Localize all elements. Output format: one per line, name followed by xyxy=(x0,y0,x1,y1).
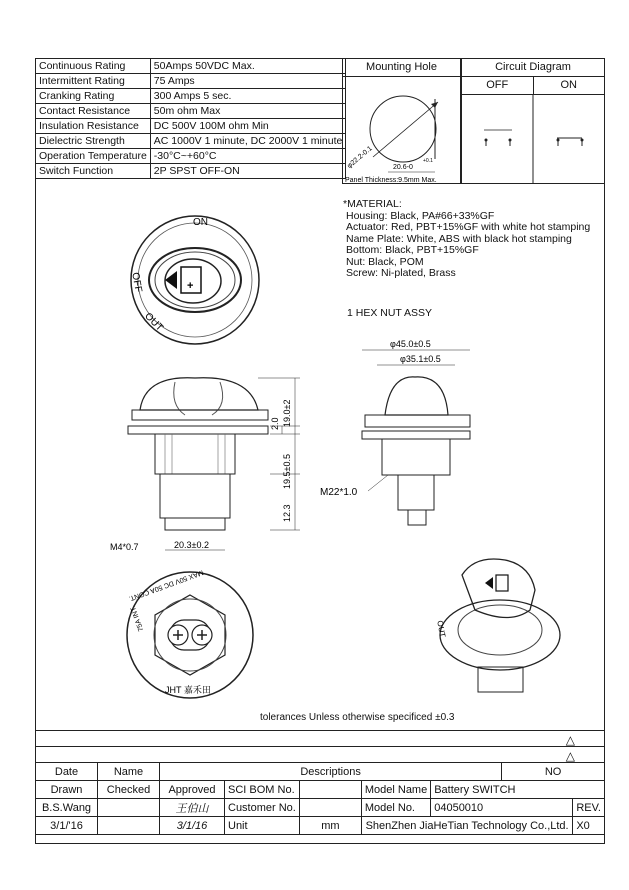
tb-approved: Approved xyxy=(160,781,225,799)
circuit-on-label: ON xyxy=(560,79,577,91)
hole-diameter: φ22.2-0.1 xyxy=(346,145,374,170)
top-view-out-label: OUT xyxy=(142,310,165,334)
top-view-off-label: OFF xyxy=(129,271,144,294)
circuit-title: Circuit Diagram xyxy=(462,59,604,77)
bottom-view-drawing xyxy=(120,565,260,710)
top-view-drawing xyxy=(115,205,275,350)
spec-row xyxy=(36,74,346,89)
dim-d45: φ45.0±0.5 xyxy=(390,339,431,349)
side-view-left xyxy=(110,370,315,560)
spec-row xyxy=(36,149,346,164)
mounting-hole-box xyxy=(342,58,461,184)
spec-label: Continuous Rating xyxy=(36,59,151,74)
material-notes xyxy=(343,199,590,280)
top-view-on-label: ON xyxy=(193,217,208,228)
revision-lines: △ △ xyxy=(35,730,605,763)
material-line: Actuator: Red, PBT+15%GF with white hot stamping xyxy=(346,221,591,233)
circuit-off-label: OFF xyxy=(462,77,534,94)
svg-text:+: + xyxy=(187,280,194,292)
tb-drawn: Drawn xyxy=(36,781,98,799)
tb-rev: REV. xyxy=(573,799,605,817)
spec-value: DC 500V 100M ohm Min xyxy=(150,119,346,134)
tb-model-no: 04050010 xyxy=(431,799,573,817)
dim-w20: 20.3±0.2 xyxy=(174,540,209,550)
bottom-text-1: MAX 50V DC 50A CONT. xyxy=(127,568,205,602)
hole-flat: 20.6-0 xyxy=(393,164,413,171)
spec-table xyxy=(35,58,346,179)
mounting-hole-title: Mounting Hole xyxy=(343,59,460,77)
spec-label: Operation Temperature xyxy=(36,149,151,164)
spec-value: 2P SPST OFF-ON xyxy=(150,164,346,179)
spec-value: AC 1000V 1 minute, DC 2000V 1 minute xyxy=(150,134,346,149)
spec-label: Cranking Rating xyxy=(36,89,151,104)
dim-h2: 2.0 xyxy=(270,417,280,430)
spec-row xyxy=(36,134,346,149)
spec-label: Dielectric Strength xyxy=(36,134,151,149)
tb-no-header: NO xyxy=(502,763,605,781)
spec-value: -30°C~+60°C xyxy=(150,149,346,164)
dim-h19: 19.0±2 xyxy=(282,399,292,427)
spec-value: 50m ohm Max xyxy=(150,104,346,119)
dim-h12: 12.3 xyxy=(282,504,292,522)
spec-row xyxy=(36,119,346,134)
dim-d35: φ35.1±0.5 xyxy=(400,354,441,364)
signature: 王伯山 xyxy=(160,799,225,817)
tb-model-name-label: Model Name xyxy=(361,781,430,799)
tb-mm: mm xyxy=(299,817,361,835)
spec-label: Contact Resistance xyxy=(36,104,151,119)
tb-sign-date: 3/1/16 xyxy=(160,817,225,835)
spec-row xyxy=(36,164,346,179)
spec-row xyxy=(36,104,346,119)
tb-model-name: Battery SWITCH xyxy=(431,781,605,799)
spec-label: Switch Function xyxy=(36,164,151,179)
tb-customer-no: Customer No. xyxy=(225,799,300,817)
dim-m4: M4*0.7 xyxy=(110,542,139,552)
mounting-hole-drawing xyxy=(343,77,460,184)
perspective-view xyxy=(430,555,590,700)
tb-date-value: 3/1/'16 xyxy=(36,817,98,835)
spec-label: Insulation Resistance xyxy=(36,119,151,134)
circuit-diagram-box xyxy=(461,58,605,184)
panel-thickness: Panel Thickness:9.5mm Max. xyxy=(345,177,437,184)
bottom-text-2: 75A INT. xyxy=(129,604,146,633)
spec-label: Intermittent Rating xyxy=(36,74,151,89)
tb-date-header: Date xyxy=(36,763,98,781)
material-line: Screw: Ni-plated, Brass xyxy=(346,267,456,279)
dim-m22: M22*1.0 xyxy=(320,487,358,498)
tb-name-header: Name xyxy=(98,763,160,781)
spec-row xyxy=(36,89,346,104)
tb-sci-bom: SCI BOM No. xyxy=(225,781,300,799)
spec-value: 75 Amps xyxy=(150,74,346,89)
tb-model-no-label: Model No. xyxy=(361,799,430,817)
material-heading: *MATERIAL: xyxy=(343,198,402,210)
tb-x0: X0 xyxy=(573,817,605,835)
spec-value: 300 Amps 5 sec. xyxy=(150,89,346,104)
brand-mark: JHT 嘉禾田 xyxy=(165,685,211,695)
tb-descriptions-header: Descriptions xyxy=(160,763,502,781)
circuit-symbols xyxy=(462,94,604,184)
tb-drawer: B.S.Wang xyxy=(36,799,98,817)
svg-text:OUT: OUT xyxy=(435,619,448,639)
material-line: Housing: Black, PA#66+33%GF xyxy=(346,209,495,222)
hex-nut-note: 1 HEX NUT ASSY xyxy=(347,307,433,319)
spec-row xyxy=(36,59,346,74)
tb-unit: Unit xyxy=(225,817,300,835)
side-view-right xyxy=(320,335,500,530)
material-line: Name Plate: White, ABS with black hot stamping xyxy=(346,232,572,245)
tolerance-note: tolerances Unless otherwise specificed ±0.3 xyxy=(260,712,455,723)
tb-company: ShenZhen JiaHeTian Technology Co.,Ltd. xyxy=(361,817,572,835)
spec-value: 50Amps 50VDC Max. xyxy=(150,59,346,74)
material-line: Bottom: Black, PBT+15%GF xyxy=(346,244,479,256)
hole-flat-tol: +0.1 xyxy=(423,158,433,164)
tb-checked: Checked xyxy=(98,781,160,799)
title-block xyxy=(35,762,605,835)
dim-h19-5: 19.5±0.5 xyxy=(282,454,292,489)
material-line: Nut: Black, POM xyxy=(346,255,424,268)
